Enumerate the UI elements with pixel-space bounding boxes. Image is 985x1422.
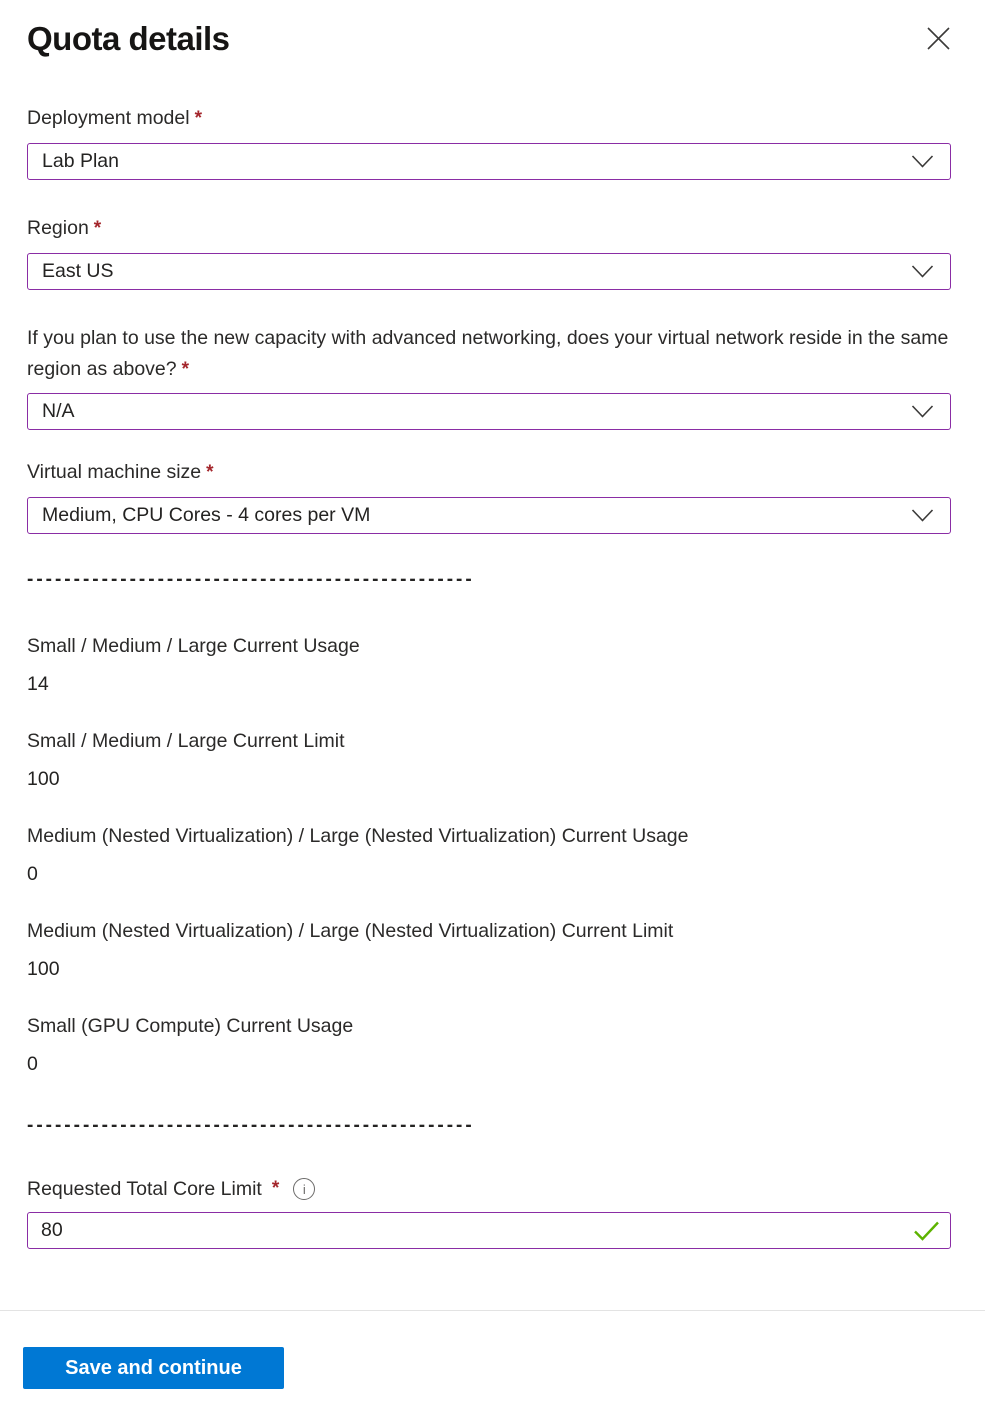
stat-label: Small / Medium / Large Current Limit xyxy=(27,730,345,752)
label-text: Virtual machine size xyxy=(27,461,202,483)
field-label xyxy=(27,106,951,131)
stat-value: 14 xyxy=(27,673,49,695)
info-icon[interactable] xyxy=(293,1178,315,1200)
stat-value: 0 xyxy=(27,863,38,885)
label-text: If you plan to use the new capacity with advanced networking, does your virtual network reside in the same region as above? xyxy=(27,327,949,380)
info-glyph: i xyxy=(302,1181,306,1197)
page-title: Quota details xyxy=(27,20,230,57)
check-icon xyxy=(913,1220,940,1241)
label-text: Deployment model xyxy=(27,107,190,129)
chevron-down-icon xyxy=(911,265,934,278)
dropdown-value: Lab Plan xyxy=(42,150,119,172)
stat-value: 0 xyxy=(27,1053,38,1075)
stat-value: 100 xyxy=(27,768,60,790)
field-label xyxy=(27,216,951,241)
stat-label: Small / Medium / Large Current Usage xyxy=(27,635,360,657)
stat-nested-virtualization-limit xyxy=(27,919,951,981)
stat-small-medium-large-usage xyxy=(27,634,951,696)
required-asterisk: * xyxy=(194,108,202,129)
dashed-separator: ------------------------------------------------ xyxy=(27,1115,475,1136)
field-vm-size xyxy=(27,460,951,534)
stat-value: 100 xyxy=(27,958,60,980)
field-region xyxy=(27,216,951,290)
quota-stats xyxy=(27,634,951,1076)
field-label xyxy=(27,1177,951,1201)
chevron-down-icon xyxy=(911,155,934,168)
field-label xyxy=(27,323,951,385)
chevron-down-icon xyxy=(911,509,934,522)
label-text: Region xyxy=(27,217,89,239)
field-deployment-model xyxy=(27,106,951,180)
panel-header xyxy=(27,18,951,60)
save-and-continue-button[interactable]: Save and continue xyxy=(23,1347,284,1389)
required-asterisk: * xyxy=(271,1178,280,1199)
field-label xyxy=(27,460,951,485)
required-asterisk: * xyxy=(93,218,102,239)
network-region-dropdown[interactable] xyxy=(27,393,951,430)
field-network-region-question xyxy=(27,323,951,430)
stat-label: Medium (Nested Virtualization) / Large (Nested Virtualization) Current Limit xyxy=(27,920,674,942)
dropdown-value: N/A xyxy=(42,400,75,422)
chevron-down-icon xyxy=(911,405,934,418)
core-limit-input-wrap xyxy=(27,1212,951,1249)
stat-label: Small (GPU Compute) Current Usage xyxy=(27,1015,354,1037)
vm-size-dropdown[interactable] xyxy=(27,497,951,534)
close-icon xyxy=(926,26,951,51)
stat-label: Medium (Nested Virtualization) / Large (Nested Virtualization) Current Usage xyxy=(27,825,689,847)
dashed-separator: ------------------------------------------------ xyxy=(27,569,475,590)
dropdown-value: Medium, CPU Cores - 4 cores per VM xyxy=(42,504,371,526)
close-button[interactable] xyxy=(925,25,951,51)
deployment-model-dropdown[interactable] xyxy=(27,143,951,180)
stat-small-medium-large-limit xyxy=(27,729,951,791)
required-asterisk: * xyxy=(206,462,214,483)
region-dropdown[interactable] xyxy=(27,253,951,290)
label-text: Requested Total Core Limit xyxy=(27,1178,262,1200)
stat-nested-virtualization-usage xyxy=(27,824,951,886)
dropdown-value: East US xyxy=(42,260,114,282)
core-limit-input[interactable] xyxy=(27,1212,951,1249)
stat-gpu-compute-usage xyxy=(27,1014,951,1076)
footer-divider xyxy=(0,1310,985,1311)
field-requested-core-limit xyxy=(27,1177,951,1249)
required-asterisk: * xyxy=(181,359,190,380)
